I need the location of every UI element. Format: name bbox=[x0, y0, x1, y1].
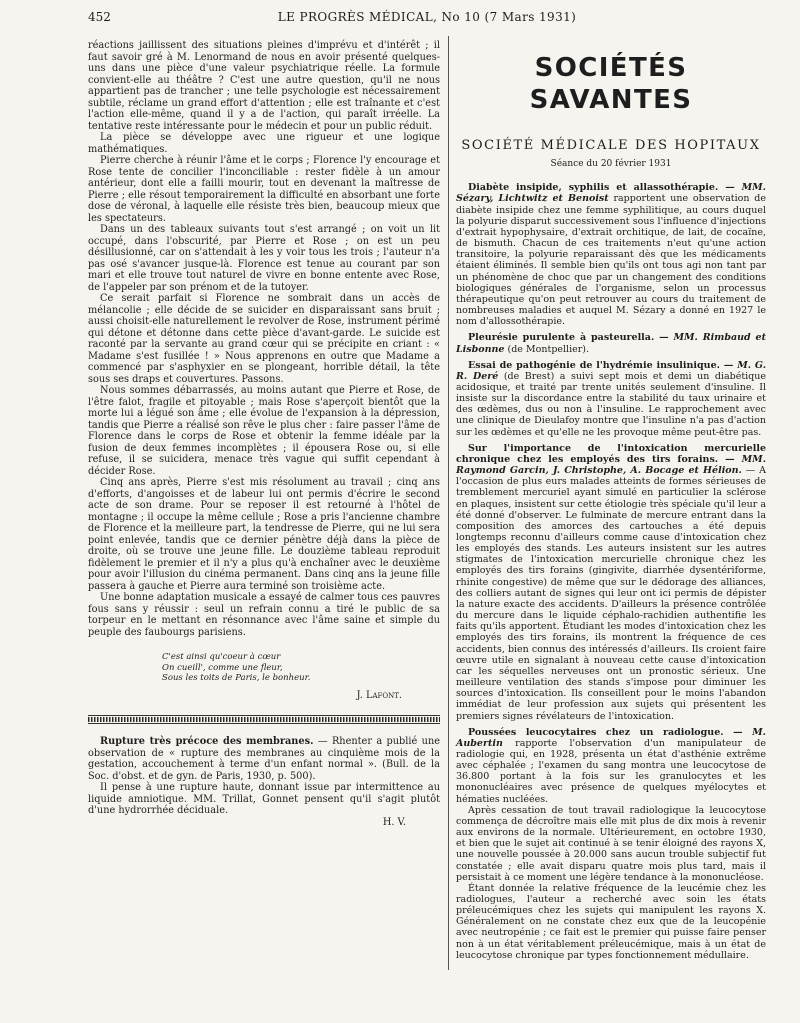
article-authors: — M. G. R. Deré bbox=[456, 359, 766, 382]
note-paragraph: Il pense à une rupture haute, donnant issue par intermittence au liquide amniotique. MM. Trillat, Gonnet pensent qu'il s'agit plutôt d'une hydrorrhée déciduale. bbox=[88, 782, 440, 816]
article-title: Essai de pathogénie de l'hydrémie insulinique. bbox=[468, 359, 720, 371]
article-abstract bbox=[456, 727, 766, 805]
article-authors: — M. Aubertin bbox=[456, 726, 766, 749]
running-title: LE PROGRÈS MÉDICAL, No 10 (7 Mars 1931) bbox=[277, 10, 577, 24]
paragraph: Cinq ans après, Pierre s'est mis résolument au travail ; cinq ans d'efforts, d'angoisses et de labeur lui ont permis d'écrire le second acte de son drame. Pour se reposer il est retourné à l'hôtel de montagne ; il occupe la même cellule ; Rose a pris l'ancienne chambre de Florence et la meilleure part, la tendresse de Pierre, qui ne lui sera point enlevée, tandis que ce dernier pénètre déjà dans la pièce de droite, où se trouve une jeune fille. Le douzième tableau reproduit fidèlement le premier et il n'y a plus qu'à enchaîner avec le deuxième pour avoir l'illusion du cinéma permanent. Dans cinq ans la jeune fille passera à gauche et Pierre aura terminé son troisième acte. bbox=[88, 477, 440, 592]
article-title: Sur l'importance de l'intoxication mercurielle chronique chez les employés des tirs forains. bbox=[456, 442, 766, 465]
ornamental-rule bbox=[88, 715, 440, 724]
note-body: — Rhenter a publié une observation de « rupture des membranes au cinquième mois de la gestation, accouchement à terme d'un enfant normal ». (Bull. de la Soc. d'obst. et de gyn. de Paris, 1930, p. 500). bbox=[88, 736, 440, 782]
poem-line: Sous les toits de Paris, le bonheur. bbox=[162, 673, 311, 683]
page-number: 452 bbox=[88, 10, 111, 24]
note-signature: H. V. bbox=[382, 816, 406, 828]
author-signature: J. Lafont. bbox=[356, 689, 402, 701]
article-body: rapporte l'observation d'un manipulateur de radiologie qui, en 1928, présenta un état d'asthénie extrême avec céphalée ; l'examen du sang montra une leucocytose de 36.800 portant à la fois sur les granulocytes et les mononucléaires avec présence de quelques myélocytes et hématies nucléées. bbox=[456, 737, 766, 805]
session-date: Séance du 20 février 1931 bbox=[550, 159, 672, 170]
article-body: rapportent une observation de diabète insipide chez une femme syphilitique, au cours duquel la polyurie disparut successivement sous l'influence d'injections d'extrait hypophysaire, d'extrait orchitique, de lait, de cocaïne, de bismuth. Chacun de ces traitements n'eut qu'une action transitoire, la polyurie reparaissant dès que les médicaments étaient éliminés. Il semble bien qu'ils ont tous agi non tant par un phénomène de choc que par un changement des conditions biologiques générales de l'organisme, selon un processus thérapeutique qu'on peut retrouver au cours du traitement de nombreuses maladies et auquel M. Sézary a donné en 1927 le nom d'allossothérapie. bbox=[456, 193, 766, 328]
column-divider bbox=[448, 36, 449, 970]
paragraph: Après cessation de tout travail radiologique la leucocytose commença de décroître mais elle mit plus de dix mois à revenir aux environs de la normale. Ultérieurement, en octobre 1930, et bien que le sujet ait continué à se tenir éloigné des rayons X, une nouvelle poussée à 20.000 sans aucun trouble subjectif fut constatée ; elle avait disparu quatre mois plus tard, mais il persistait à ce moment une légère tendance à la mononucléose. bbox=[456, 804, 766, 883]
article-authors: — MM. Raymond Garcin, J. Christophe, A. Bocage et Hélion. bbox=[456, 453, 766, 477]
ornamental-pattern bbox=[88, 717, 440, 722]
article-body: (de Brest) a suivi sept mois et demi un diabétique acidosique, et traité par trente unités seulement d'insuline. Il insiste sur la discordance entre la stabilité du taux urinaire et des œdèmes, dus ou non à l'insuline. Le rapprochement avec une clinique de Dieulafoy montre que l'insuline n'a pas d'action sur les œdèmes et qu'elle ne les provoque même peut-être pas. bbox=[456, 370, 766, 438]
song-quote bbox=[162, 652, 440, 684]
article-title: Poussées leucocytaires chez un radiologue. bbox=[468, 726, 724, 738]
article-title: Pleurésie purulente à pasteurella. bbox=[468, 332, 655, 344]
poem-line: C'est ainsi qu'coeur à cœur bbox=[162, 652, 281, 662]
left-column bbox=[88, 40, 440, 828]
paragraph: Une bonne adaptation musicale a essayé de calmer tous ces pauvres fous sans y réussir : seul un refrain connu a tiré le public de sa torpeur en le mettant en résonnance avec l'âme saine et simple du peuple des faubourgs parisiens. bbox=[88, 592, 440, 638]
society-title: SOCIÉTÉ MÉDICALE DES HOPITAUX bbox=[461, 138, 761, 153]
paragraph: Ce serait parfait si Florence ne sombrait dans un accès de mélancolie ; elle décide de se suicider en disparaissant sans bruit ; aussi choisit-elle naturellement le revolver de Rose, instrument périmé qui détone et détonne dans cette pièce d'avant-garde. Le suicide est raconté par la servante au grand cœur qui se précipite en criant : « Madame s'est fusillée ! » Nous apprenons en outre que Madame a commencé par s'asphyxier en se plongeant, horrible détail, la tête sous ses draps et couvertures. Passons. bbox=[88, 293, 440, 385]
article-abstract bbox=[456, 332, 766, 354]
article-body: — A l'occasion de plus eurs malades atteints de formes sérieuses de tremblement mercuriel ayant simulé en particulier la sclérose en plaques, insistent sur cette étiologie très spéciale qu'il leur a été donné d'observer. Le fulminate de mercure entrant dans la composition des amorces des cartouches a été depuis longtemps reconnu d'ailleurs comme cause d'intoxication chez les employés des stands. Les auteurs insistent sur les autres stigmates de l'intoxication mercurielle chronique chez les employés des tirs forains (gingivite, diarrhée dysentériforme, rhinite congestive) de même que sur le dédorage des alliances, des colliers autant de signes qui leur ont ici permis de dépister la nature exacte des accidents. D'ailleurs la présence contrôlée du mercure dans le liquide céphalo-rachidien authentifie les faits qu'ils apportent. Étudiant les modes d'intoxication chez les employés des tirs forains, ils montrent la fréquence de ces accidents, bien connus des intéressés d'ailleurs. Ils croient faire œuvre utile en signalant à nouveau cette cause d'intoxication car les séquelles nerveuses ont un pronostic sérieux. Une meilleure ventilation des stands s'impose pour diminuer les sources d'intoxication. Ils conseillent pour le moins l'abandon immédiat de leur profession aux sujets qui présentent les premiers signes révélateurs de l'intoxication. bbox=[456, 465, 766, 722]
right-column bbox=[456, 52, 766, 961]
paragraph: Nous sommes débarrassés, au moins autant que Pierre et Rose, de l'être falot, fragile et pitoyable ; mais Rose s'aperçoit bientôt que la morte lui a légué son âme ; elle évolue de l'expansion à la dépression, tandis que Pierre a réalisé son rêve le plus cher : faire passer l'âme de Florence dans le corps de Rose et obtenir la femme idéale par la fusion de deux femmes incomplètes ; il épousera Rose ou, si elle refuse, il se suicidera, menace très vague qui suffit cependant à décider Rose. bbox=[88, 385, 440, 477]
article-authors: — MM. Rimbaud et Lisbonne bbox=[456, 332, 766, 355]
paragraph: Pierre cherche à réunir l'âme et le corps ; Florence l'y encourage et Rose tente de concilier l'inconciliable : rester fidèle à un amour antérieur, dont elle a failli mourir, tout en devenant la maîtresse de Pierre ; elle résout temporairement la difficulté en absorbant une forte dose de véronal, à laquelle elle résiste très bien, beaucoup mieux que les spectateurs. bbox=[88, 155, 440, 224]
paragraph: réactions jaillissent des situations pleines d'imprévu et d'intérêt ; il faut savoir gré à M. Lenormand de nous en avoir présenté quelques-uns dans une pièce d'une valeur psychiatrique réelle. La formule convient-elle au théâtre ? C'est une autre question, qu'il ne nous appartient pas de trancher ; une telle psychologie est nécessairement subtile, réclame un grand effort d'attention ; elle est traînante et c'est l'action elle-même, quand il y a de l'action, qui paraît irréelle. La tentative reste intéressante pour le médecin et pour un public réduit. bbox=[88, 40, 440, 132]
running-header bbox=[88, 6, 766, 26]
section-title: SOCIÉTÉS SAVANTES bbox=[529, 53, 693, 115]
note-title: Rupture très précoce des membranes. bbox=[100, 736, 314, 747]
poem-line: On cueill', comme une fleur, bbox=[162, 662, 283, 673]
article-authors: — MM. Sézary, Lichtwitz et Benoist bbox=[456, 182, 766, 205]
article-abstract bbox=[456, 182, 766, 327]
paragraph: La pièce se développe avec une rigueur et une logique mathématiques. bbox=[88, 132, 440, 155]
paragraph: Dans un des tableaux suivants tout s'est arrangé ; on voit un lit occupé, dans l'obscurité, par Pierre et Rose ; on est un peu désillusionné, car on s'attendait à les y voir tous les trois ; l'auteur n'a pas osé s'avancer jusque-là. Florence est tenue au courant par son mari et elle trouve tout naturel de vivre en bonne entente avec Rose, de l'appeler par son prénom et de la tutoyer. bbox=[88, 224, 440, 293]
note-paragraph bbox=[88, 736, 440, 782]
article-abstract bbox=[456, 360, 766, 438]
article-title: Diabète insipide, syphilis et allassothérapie. bbox=[468, 182, 719, 194]
article-abstract bbox=[456, 443, 766, 722]
paragraph: Étant donnée la relative fréquence de la leucémie chez les radiologues, l'auteur a recherché avec soin les états préleucémiques chez les sujets qui manipulent les rayons X. Généralement on ne constate chez eux que de la leucopénie avec neutropénie ; ce fait est le premier qui puisse faire penser non à un état véritablement préleucémique, mais à un état de leucocytose chronique par types fonctionnement médullaire. bbox=[456, 882, 766, 961]
article-body: (de Montpellier). bbox=[504, 343, 590, 355]
